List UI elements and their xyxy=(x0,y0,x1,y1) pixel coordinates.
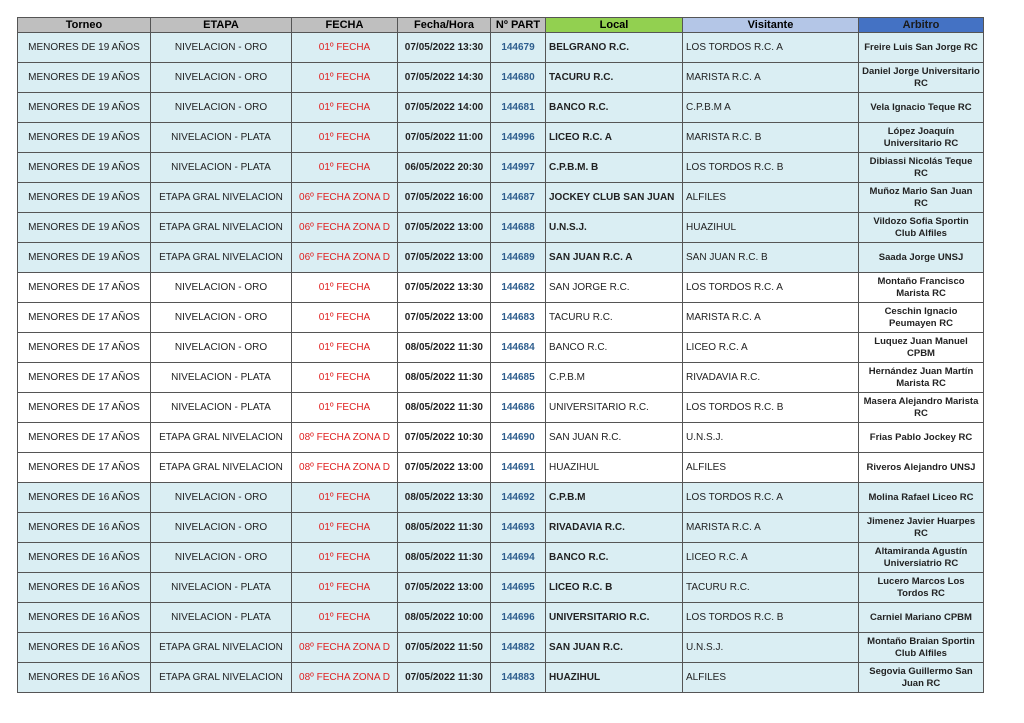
cell-hora: 07/05/2022 16:00 xyxy=(398,183,491,213)
header-etapa: ETAPA xyxy=(151,18,292,33)
cell-arb: Ceschin Ignacio Peumayen RC xyxy=(859,303,984,333)
cell-local: JOCKEY CLUB SAN JUAN xyxy=(546,183,683,213)
cell-hora: 08/05/2022 10:00 xyxy=(398,603,491,633)
cell-arb: Vildozo Sofia Sportin Club Alfiles xyxy=(859,213,984,243)
table-row xyxy=(18,543,984,573)
cell-vis: TACURU R.C. xyxy=(683,573,859,603)
cell-vis: LICEO R.C. A xyxy=(683,543,859,573)
cell-hora: 07/05/2022 13:00 xyxy=(398,573,491,603)
cell-arb: Hernández Juan Martín Marista RC xyxy=(859,363,984,393)
cell-fecha: 01º FECHA xyxy=(292,63,398,93)
table-row xyxy=(18,333,984,363)
cell-arb: Altamiranda Agustín Universiatrio RC xyxy=(859,543,984,573)
cell-torneo: MENORES DE 19 AÑOS xyxy=(18,153,151,183)
table-row xyxy=(18,573,984,603)
cell-arb: Dibiassi Nicolás Teque RC xyxy=(859,153,984,183)
cell-vis: U.N.S.J. xyxy=(683,633,859,663)
cell-vis: MARISTA R.C. A xyxy=(683,513,859,543)
table-row xyxy=(18,603,984,633)
cell-arb: Masera Alejandro Marista RC xyxy=(859,393,984,423)
cell-etapa: NIVELACION - PLATA xyxy=(151,153,292,183)
cell-hora: 08/05/2022 11:30 xyxy=(398,543,491,573)
cell-torneo: MENORES DE 17 AÑOS xyxy=(18,363,151,393)
cell-fecha: 01º FECHA xyxy=(292,363,398,393)
cell-num: 144687 xyxy=(491,183,546,213)
cell-num: 144690 xyxy=(491,423,546,453)
cell-local: C.P.B.M xyxy=(546,363,683,393)
cell-arb: Vela Ignacio Teque RC xyxy=(859,93,984,123)
cell-vis: HUAZIHUL xyxy=(683,213,859,243)
cell-etapa: NIVELACION - ORO xyxy=(151,303,292,333)
cell-hora: 07/05/2022 13:30 xyxy=(398,33,491,63)
cell-torneo: MENORES DE 16 AÑOS xyxy=(18,663,151,693)
cell-hora: 08/05/2022 11:30 xyxy=(398,363,491,393)
cell-etapa: NIVELACION - PLATA xyxy=(151,123,292,153)
header-arbitro: Arbitro xyxy=(859,18,984,33)
cell-num: 144882 xyxy=(491,633,546,663)
cell-local: LICEO R.C. A xyxy=(546,123,683,153)
cell-etapa: NIVELACION - ORO xyxy=(151,93,292,123)
cell-etapa: NIVELACION - PLATA xyxy=(151,573,292,603)
cell-num: 144684 xyxy=(491,333,546,363)
header-torneo: Torneo xyxy=(18,18,151,33)
cell-fecha: 01º FECHA xyxy=(292,33,398,63)
cell-hora: 08/05/2022 13:30 xyxy=(398,483,491,513)
cell-vis: LOS TORDOS R.C. A xyxy=(683,483,859,513)
cell-fecha: 08º FECHA ZONA D xyxy=(292,453,398,483)
cell-num: 144686 xyxy=(491,393,546,423)
cell-torneo: MENORES DE 19 AÑOS xyxy=(18,63,151,93)
table-row xyxy=(18,363,984,393)
header-fecha-hora: Fecha/Hora xyxy=(398,18,491,33)
cell-local: BANCO R.C. xyxy=(546,333,683,363)
cell-local: RIVADAVIA R.C. xyxy=(546,513,683,543)
cell-etapa: ETAPA GRAL NIVELACION xyxy=(151,633,292,663)
cell-arb: Carniel Mariano CPBM xyxy=(859,603,984,633)
cell-num: 144691 xyxy=(491,453,546,483)
cell-local: BANCO R.C. xyxy=(546,93,683,123)
cell-torneo: MENORES DE 16 AÑOS xyxy=(18,513,151,543)
cell-fecha: 01º FECHA xyxy=(292,153,398,183)
cell-local: LICEO R.C. B xyxy=(546,573,683,603)
cell-num: 144996 xyxy=(491,123,546,153)
table-row xyxy=(18,183,984,213)
cell-vis: LOS TORDOS R.C. A xyxy=(683,33,859,63)
cell-torneo: MENORES DE 16 AÑOS xyxy=(18,483,151,513)
header-fecha: FECHA xyxy=(292,18,398,33)
cell-fecha: 01º FECHA xyxy=(292,93,398,123)
cell-arb: Saada Jorge UNSJ xyxy=(859,243,984,273)
cell-hora: 07/05/2022 14:00 xyxy=(398,93,491,123)
header-row xyxy=(18,18,984,33)
table-row xyxy=(18,663,984,693)
cell-torneo: MENORES DE 19 AÑOS xyxy=(18,183,151,213)
cell-num: 144696 xyxy=(491,603,546,633)
cell-fecha: 01º FECHA xyxy=(292,573,398,603)
cell-etapa: NIVELACION - PLATA xyxy=(151,363,292,393)
cell-fecha: 06º FECHA ZONA D xyxy=(292,183,398,213)
cell-hora: 07/05/2022 13:30 xyxy=(398,273,491,303)
cell-hora: 07/05/2022 11:50 xyxy=(398,633,491,663)
cell-torneo: MENORES DE 17 AÑOS xyxy=(18,423,151,453)
cell-arb: Montaño Francisco Marista RC xyxy=(859,273,984,303)
header-num-part: Nº PART xyxy=(491,18,546,33)
cell-local: C.P.B.M xyxy=(546,483,683,513)
cell-torneo: MENORES DE 17 AÑOS xyxy=(18,393,151,423)
cell-num: 144997 xyxy=(491,153,546,183)
cell-etapa: NIVELACION - ORO xyxy=(151,483,292,513)
cell-local: HUAZIHUL xyxy=(546,453,683,483)
cell-num: 144683 xyxy=(491,303,546,333)
cell-torneo: MENORES DE 17 AÑOS xyxy=(18,273,151,303)
table-row xyxy=(18,513,984,543)
cell-torneo: MENORES DE 19 AÑOS xyxy=(18,243,151,273)
cell-torneo: MENORES DE 16 AÑOS xyxy=(18,633,151,663)
cell-arb: Muñoz Mario San Juan RC xyxy=(859,183,984,213)
cell-etapa: ETAPA GRAL NIVELACION xyxy=(151,183,292,213)
cell-hora: 07/05/2022 13:00 xyxy=(398,243,491,273)
cell-local: SAN JUAN R.C. A xyxy=(546,243,683,273)
cell-etapa: NIVELACION - ORO xyxy=(151,273,292,303)
cell-fecha: 08º FECHA ZONA D xyxy=(292,633,398,663)
table-row xyxy=(18,153,984,183)
cell-fecha: 06º FECHA ZONA D xyxy=(292,213,398,243)
cell-torneo: MENORES DE 17 AÑOS xyxy=(18,453,151,483)
cell-fecha: 01º FECHA xyxy=(292,273,398,303)
cell-fecha: 01º FECHA xyxy=(292,543,398,573)
cell-num: 144688 xyxy=(491,213,546,243)
cell-hora: 07/05/2022 13:00 xyxy=(398,213,491,243)
cell-hora: 08/05/2022 11:30 xyxy=(398,333,491,363)
cell-fecha: 01º FECHA xyxy=(292,483,398,513)
cell-fecha: 01º FECHA xyxy=(292,303,398,333)
cell-etapa: ETAPA GRAL NIVELACION xyxy=(151,453,292,483)
cell-hora: 06/05/2022 20:30 xyxy=(398,153,491,183)
table-row xyxy=(18,123,984,153)
cell-num: 144694 xyxy=(491,543,546,573)
cell-local: U.N.S.J. xyxy=(546,213,683,243)
cell-num: 144695 xyxy=(491,573,546,603)
table-row xyxy=(18,483,984,513)
cell-torneo: MENORES DE 17 AÑOS xyxy=(18,333,151,363)
cell-etapa: NIVELACION - ORO xyxy=(151,333,292,363)
cell-torneo: MENORES DE 19 AÑOS xyxy=(18,33,151,63)
cell-arb: Daniel Jorge Universitario RC xyxy=(859,63,984,93)
table-row xyxy=(18,63,984,93)
cell-local: C.P.B.M. B xyxy=(546,153,683,183)
cell-hora: 07/05/2022 11:30 xyxy=(398,663,491,693)
cell-torneo: MENORES DE 16 AÑOS xyxy=(18,573,151,603)
cell-local: BANCO R.C. xyxy=(546,543,683,573)
cell-vis: ALFILES xyxy=(683,183,859,213)
cell-hora: 08/05/2022 11:30 xyxy=(398,393,491,423)
cell-num: 144679 xyxy=(491,33,546,63)
cell-etapa: NIVELACION - PLATA xyxy=(151,393,292,423)
cell-num: 144680 xyxy=(491,63,546,93)
cell-torneo: MENORES DE 19 AÑOS xyxy=(18,213,151,243)
cell-num: 144883 xyxy=(491,663,546,693)
cell-etapa: NIVELACION - ORO xyxy=(151,33,292,63)
header-visitante: Visitante xyxy=(683,18,859,33)
cell-arb: Montaño Braian Sportin Club Alfiles xyxy=(859,633,984,663)
cell-etapa: NIVELACION - ORO xyxy=(151,63,292,93)
cell-hora: 07/05/2022 13:00 xyxy=(398,303,491,333)
cell-torneo: MENORES DE 19 AÑOS xyxy=(18,123,151,153)
cell-vis: SAN JUAN R.C. B xyxy=(683,243,859,273)
cell-torneo: MENORES DE 16 AÑOS xyxy=(18,543,151,573)
cell-num: 144685 xyxy=(491,363,546,393)
cell-vis: LOS TORDOS R.C. B xyxy=(683,153,859,183)
cell-etapa: ETAPA GRAL NIVELACION xyxy=(151,213,292,243)
cell-local: TACURU R.C. xyxy=(546,303,683,333)
cell-fecha: 01º FECHA xyxy=(292,333,398,363)
cell-etapa: ETAPA GRAL NIVELACION xyxy=(151,243,292,273)
cell-vis: U.N.S.J. xyxy=(683,423,859,453)
table-row xyxy=(18,303,984,333)
cell-etapa: NIVELACION - ORO xyxy=(151,513,292,543)
cell-vis: ALFILES xyxy=(683,663,859,693)
cell-local: SAN JUAN R.C. xyxy=(546,633,683,663)
cell-hora: 08/05/2022 11:30 xyxy=(398,513,491,543)
table-row xyxy=(18,633,984,663)
cell-arb: Freire Luis San Jorge RC xyxy=(859,33,984,63)
table-row xyxy=(18,273,984,303)
cell-hora: 07/05/2022 10:30 xyxy=(398,423,491,453)
cell-etapa: ETAPA GRAL NIVELACION xyxy=(151,423,292,453)
cell-num: 144692 xyxy=(491,483,546,513)
cell-arb: Riveros Alejandro UNSJ xyxy=(859,453,984,483)
fixtures-table xyxy=(17,17,984,693)
cell-local: HUAZIHUL xyxy=(546,663,683,693)
cell-vis: RIVADAVIA R.C. xyxy=(683,363,859,393)
table-row xyxy=(18,243,984,273)
cell-local: TACURU R.C. xyxy=(546,63,683,93)
cell-hora: 07/05/2022 13:00 xyxy=(398,453,491,483)
cell-hora: 07/05/2022 11:00 xyxy=(398,123,491,153)
cell-etapa: NIVELACION - ORO xyxy=(151,543,292,573)
cell-fecha: 01º FECHA xyxy=(292,513,398,543)
cell-num: 144689 xyxy=(491,243,546,273)
table-row xyxy=(18,423,984,453)
cell-vis: LOS TORDOS R.C. B xyxy=(683,393,859,423)
header-local: Local xyxy=(546,18,683,33)
cell-local: UNIVERSITARIO R.C. xyxy=(546,603,683,633)
cell-hora: 07/05/2022 14:30 xyxy=(398,63,491,93)
cell-arb: López Joaquín Universitario RC xyxy=(859,123,984,153)
cell-arb: Segovia Guillermo San Juan RC xyxy=(859,663,984,693)
cell-vis: ALFILES xyxy=(683,453,859,483)
cell-torneo: MENORES DE 17 AÑOS xyxy=(18,303,151,333)
cell-vis: MARISTA R.C. A xyxy=(683,303,859,333)
cell-local: SAN JORGE R.C. xyxy=(546,273,683,303)
cell-vis: C.P.B.M A xyxy=(683,93,859,123)
cell-fecha: 08º FECHA ZONA D xyxy=(292,663,398,693)
cell-vis: MARISTA R.C. B xyxy=(683,123,859,153)
cell-local: SAN JUAN R.C. xyxy=(546,423,683,453)
table-row xyxy=(18,453,984,483)
cell-etapa: NIVELACION - PLATA xyxy=(151,603,292,633)
cell-fecha: 01º FECHA xyxy=(292,393,398,423)
cell-local: UNIVERSITARIO R.C. xyxy=(546,393,683,423)
cell-fecha: 06º FECHA ZONA D xyxy=(292,243,398,273)
cell-num: 144681 xyxy=(491,93,546,123)
cell-arb: Luquez Juan Manuel CPBM xyxy=(859,333,984,363)
cell-vis: LOS TORDOS R.C. B xyxy=(683,603,859,633)
table-row xyxy=(18,93,984,123)
cell-torneo: MENORES DE 19 AÑOS xyxy=(18,93,151,123)
cell-etapa: ETAPA GRAL NIVELACION xyxy=(151,663,292,693)
cell-local: BELGRANO R.C. xyxy=(546,33,683,63)
cell-arb: Jimenez Javier Huarpes RC xyxy=(859,513,984,543)
cell-fecha: 01º FECHA xyxy=(292,123,398,153)
cell-arb: Frias Pablo Jockey RC xyxy=(859,423,984,453)
cell-fecha: 01º FECHA xyxy=(292,603,398,633)
cell-fecha: 08º FECHA ZONA D xyxy=(292,423,398,453)
cell-arb: Molina Rafael Liceo RC xyxy=(859,483,984,513)
cell-torneo: MENORES DE 16 AÑOS xyxy=(18,603,151,633)
cell-vis: MARISTA R.C. A xyxy=(683,63,859,93)
table-row xyxy=(18,393,984,423)
table-row xyxy=(18,213,984,243)
cell-vis: LOS TORDOS R.C. A xyxy=(683,273,859,303)
table-row xyxy=(18,33,984,63)
cell-num: 144693 xyxy=(491,513,546,543)
cell-num: 144682 xyxy=(491,273,546,303)
cell-vis: LICEO R.C. A xyxy=(683,333,859,363)
cell-arb: Lucero Marcos Los Tordos RC xyxy=(859,573,984,603)
